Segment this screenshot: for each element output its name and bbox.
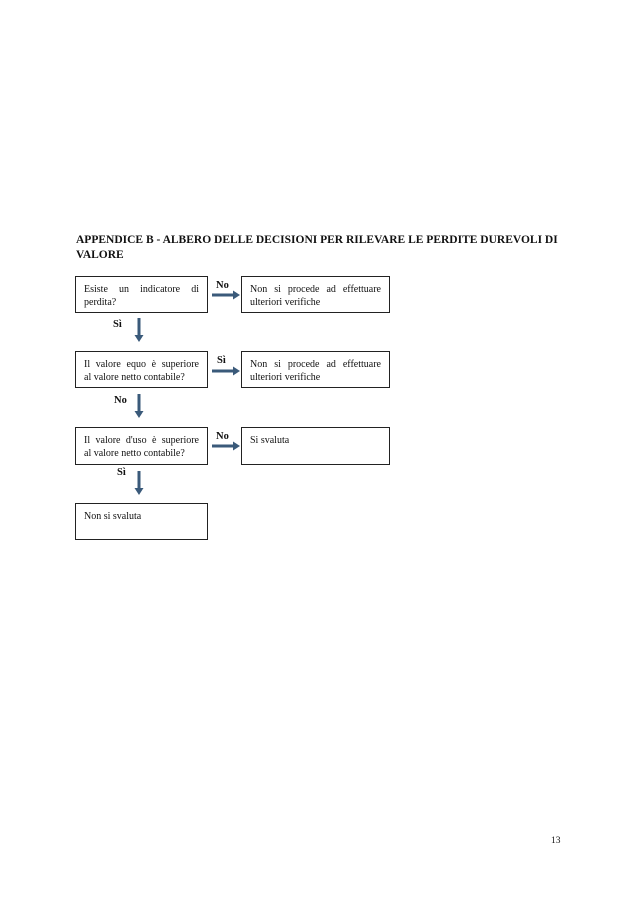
edge-label-q3-r3: No [216,431,229,442]
down-arrow-q1-q2 [134,318,144,342]
result-text-line2: ulteriori verifiche [250,297,321,308]
result-text-line2: ulteriori verifiche [250,372,321,383]
page-number: 13 [551,836,561,846]
decision-text-line2: perdita? [84,297,117,308]
appendix-title: APPENDICE B - ALBERO DELLE DECISIONI PER RILEVARE LE PERDITE DUREVOLI DI VALORE [76,234,558,261]
edge-label-q1-r1: No [216,280,229,291]
edge-label-q1-q2: Sì [113,319,122,330]
result-box-no-further-checks-2 [241,351,390,388]
result-text-line1: Non si procede ad effettuare [250,359,381,370]
decision-box-indicator [75,276,208,313]
decision-text-line1: Esiste un indicatore di [84,284,199,295]
down-arrow-q3-end [134,471,144,495]
right-arrow-q2-r2 [212,366,240,376]
edge-label-q2-q3: No [114,395,127,406]
decision-text-line1: Il valore d'uso è superiore [84,435,199,446]
edge-label-q2-r2: Sì [217,355,226,366]
right-arrow-q1-r1 [212,290,240,300]
result-text-line1: Non si procede ad effettuare [250,284,381,295]
down-arrow-q2-q3 [134,394,144,418]
decision-box-value-in-use [75,427,208,465]
edge-label-q3-end: Sì [117,467,126,478]
result-text-line1: Non si svaluta [84,511,142,522]
result-box-impairment [241,427,390,465]
result-box-no-further-checks-1 [241,276,390,313]
decision-text-line2: al valore netto contabile? [84,448,185,459]
result-text-line1: Si svaluta [250,435,290,446]
decision-text-line1: Il valore equo è superiore [84,359,199,370]
decision-box-fair-value [75,351,208,388]
decision-text-line2: al valore netto contabile? [84,372,185,383]
right-arrow-q3-r3 [212,441,240,451]
result-box-no-impairment [75,503,208,540]
